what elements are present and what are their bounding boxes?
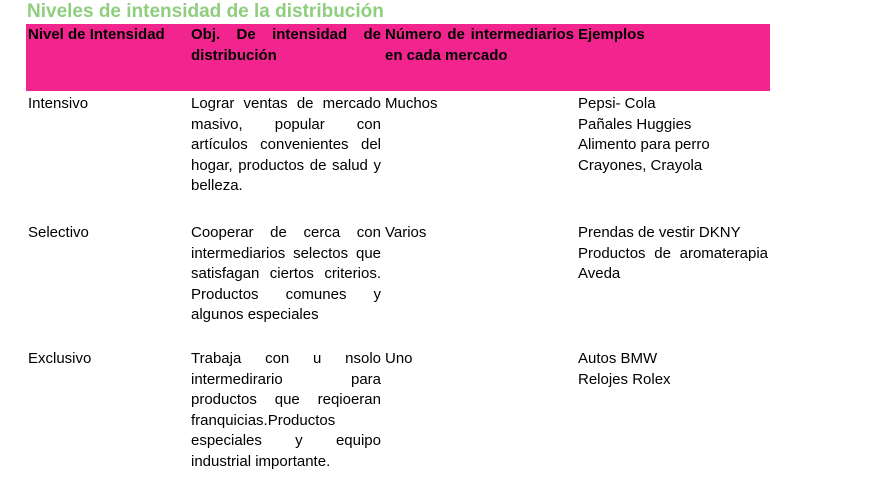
cell-intermediaries: Uno [385,350,413,367]
distribution-intensity-table [26,24,770,472]
example-item: Autos BMW [578,350,658,367]
example-item: Relojes Rolex [578,370,671,388]
example-item: Alimento para perro [578,136,710,153]
cell-intermediaries: Varios [385,224,427,241]
example-item: Pañales Huggies [578,115,692,133]
cell-level: Selectivo [28,224,89,241]
cell-objective: Cooperar de cerca con intermediarios selectos que satisfagan ciertos criterios. Productos comunes y algunos especiales [191,224,381,323]
header-intermediaries: Número de intermediarios en cada mercado [385,26,574,64]
example-item: Crayones, Crayola [578,156,703,174]
cell-examples [576,345,770,472]
header-examples: Ejemplos [578,26,645,43]
cell-level: Intensivo [28,95,89,112]
table-header-row [26,24,770,91]
example-item: Prendas de vestir DKNY [578,224,741,241]
table-row [26,91,770,218]
example-item: Productos de aromaterapia Aveda [578,244,768,282]
cell-objective: Lograr ventas de mercado masivo, popular con artículos convenientes del hogar, productos de salud y belleza. [191,95,381,194]
cell-intermediaries: Muchos [385,95,438,112]
cell-examples [576,218,770,345]
header-objective: Obj. De intensidad de distribución [191,26,381,64]
table-row [26,345,770,472]
cell-objective: Trabaja con u nsolo intermedirario para productos que reqioeran franquicias.Productos especiales y equipo industrial importante. [191,350,381,470]
cell-level: Exclusivo [28,350,92,367]
cell-examples [576,91,770,218]
header-level: Nivel de Intensidad [28,26,165,43]
table-row [26,218,770,345]
example-item: Pepsi- Cola [578,95,656,112]
page-title: Niveles de intensidad de la distribución [27,1,384,22]
